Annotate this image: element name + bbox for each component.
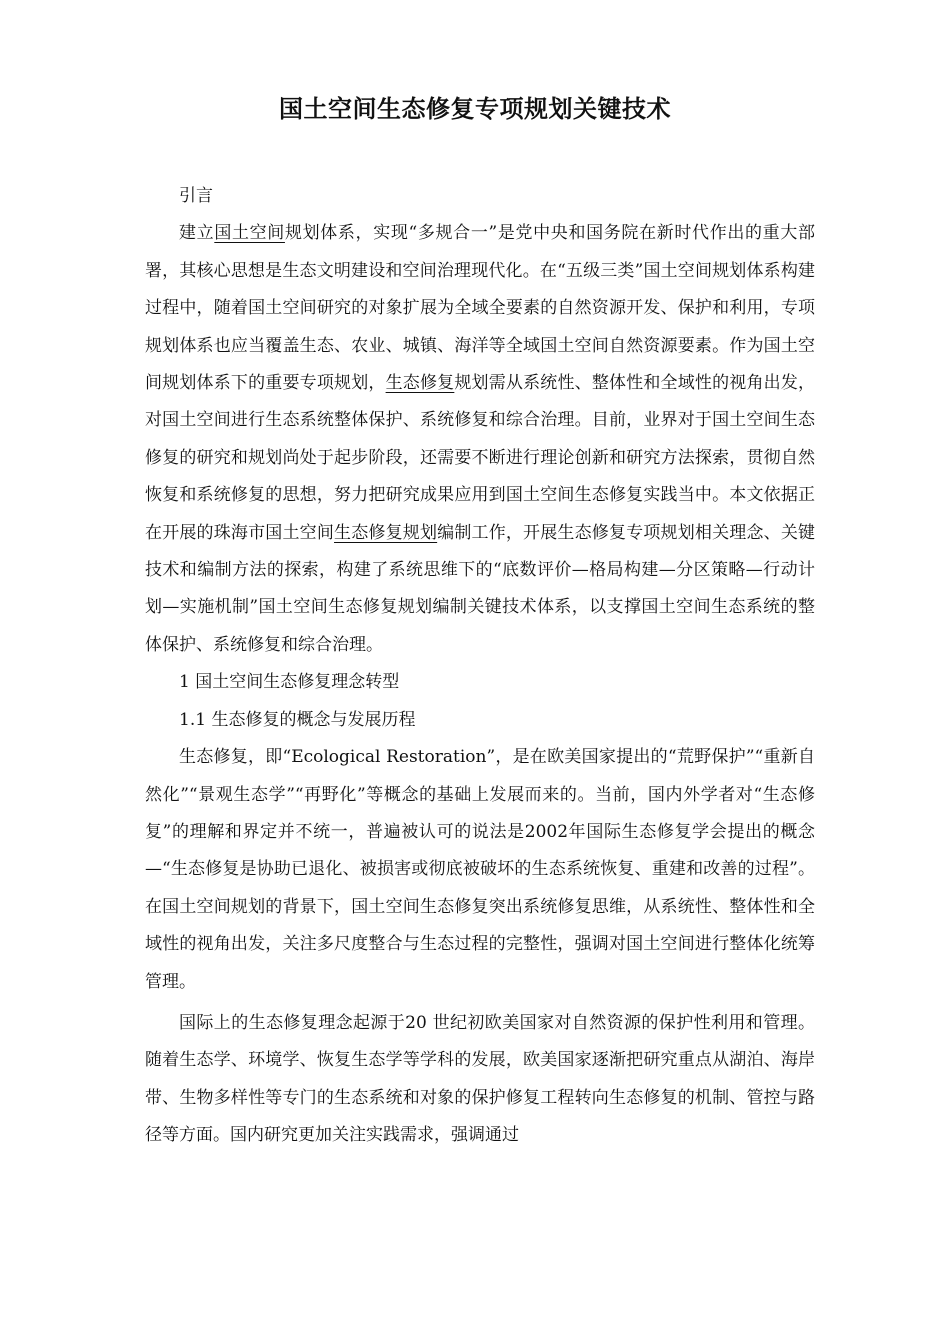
document-body [145,178,815,1155]
document-title: 国土空间生态修复专项规划关键技术 [279,95,671,123]
intro-text-1: 建立 [179,223,215,244]
intro-paragraph [145,215,815,664]
link-shengtai-xiufu-guihua[interactable]: 生态修复规划 [334,522,438,543]
intro-text-2: 规划体系，实现“多规合一”是党中央和国务院在新时代作出的重大部署，其核心思想是生态文明建设和空间治理现代化。在“五级三类”国土空间规划体系构建过程中，随着国土空间研究的对象扩展为全域全要素的自然资源开发、保护和利用，专项规划体系也应当覆盖生态、农业、城镇、海洋等全域国土空间自然资源要素。作为国土空间规划体系下的重要专项规划， [145,223,815,394]
section-1-heading: 1 国土空间生态修复理念转型 [179,672,400,693]
section-1-1-heading: 1.1 生态修复的概念与发展历程 [179,709,416,730]
history-paragraph: 国际上的生态修复理念起源于20 世纪初欧美国家对自然资源的保护性利用和管理。随着生态学、环境学、恢复生态学等学科的发展，欧美国家逐渐把研究重点从湖泊、海岸带、生物多样性等专门的生态系统和对象的保护修复工程转向生态修复的机制、管控与路径等方面。国内研究更加关注实践需求，强调通过 [145,1012,815,1146]
intro-heading: 引言 [179,186,213,206]
link-shengtai-xiufu[interactable]: 生态修复 [385,373,455,394]
concept-paragraph: 生态修复，即“Ecological Restoration”，是在欧美国家提出的“荒野保护”“重新自然化”“景观生态学”“再野化”等概念的基础上发展而来的。当前，国内外学者对“生态修复”的理解和界定并不统一，普遍被认可的说法是2002年国际生态修复学会提出的概念—“生态修复是协助已退化、被损害或彻底被破坏的生态系统恢复、重建和改善的过程”。在国土空间规划的背景下，国土空间生态修复突出系统修复思维，从系统性、整体性和全域性的视角出发，关注多尺度整合与生态过程的完整性，强调对国土空间进行整体化统筹管理。 [145,747,815,992]
link-guotu-kongjian[interactable]: 国土空间 [214,223,285,244]
intro-text-3: 规划需从系统性、整体性和全域性的视角出发，对国土空间进行生态系统整体保护、系统修复和综合治理。目前，业界对于国土空间生态修复的研究和规划尚处于起步阶段，还需要不断进行理论创新和研究方法探索，贯彻自然恢复和系统修复的思想，努力把研究成果应用到国土空间生态修复实践当中。本文依据正在开展的珠海市国土空间 [145,373,816,543]
intro-text-4: 编制工作，开展生态修复专项规划相关理念、关键技术和编制方法的探索，构建了系统思维下的“底数评价—格局构建—分区策略—行动计划—实施机制”国土空间生态修复规划编制关键技术体系，以支撑国土空间生态系统的整体保护、系统修复和综合治理。 [145,522,816,655]
